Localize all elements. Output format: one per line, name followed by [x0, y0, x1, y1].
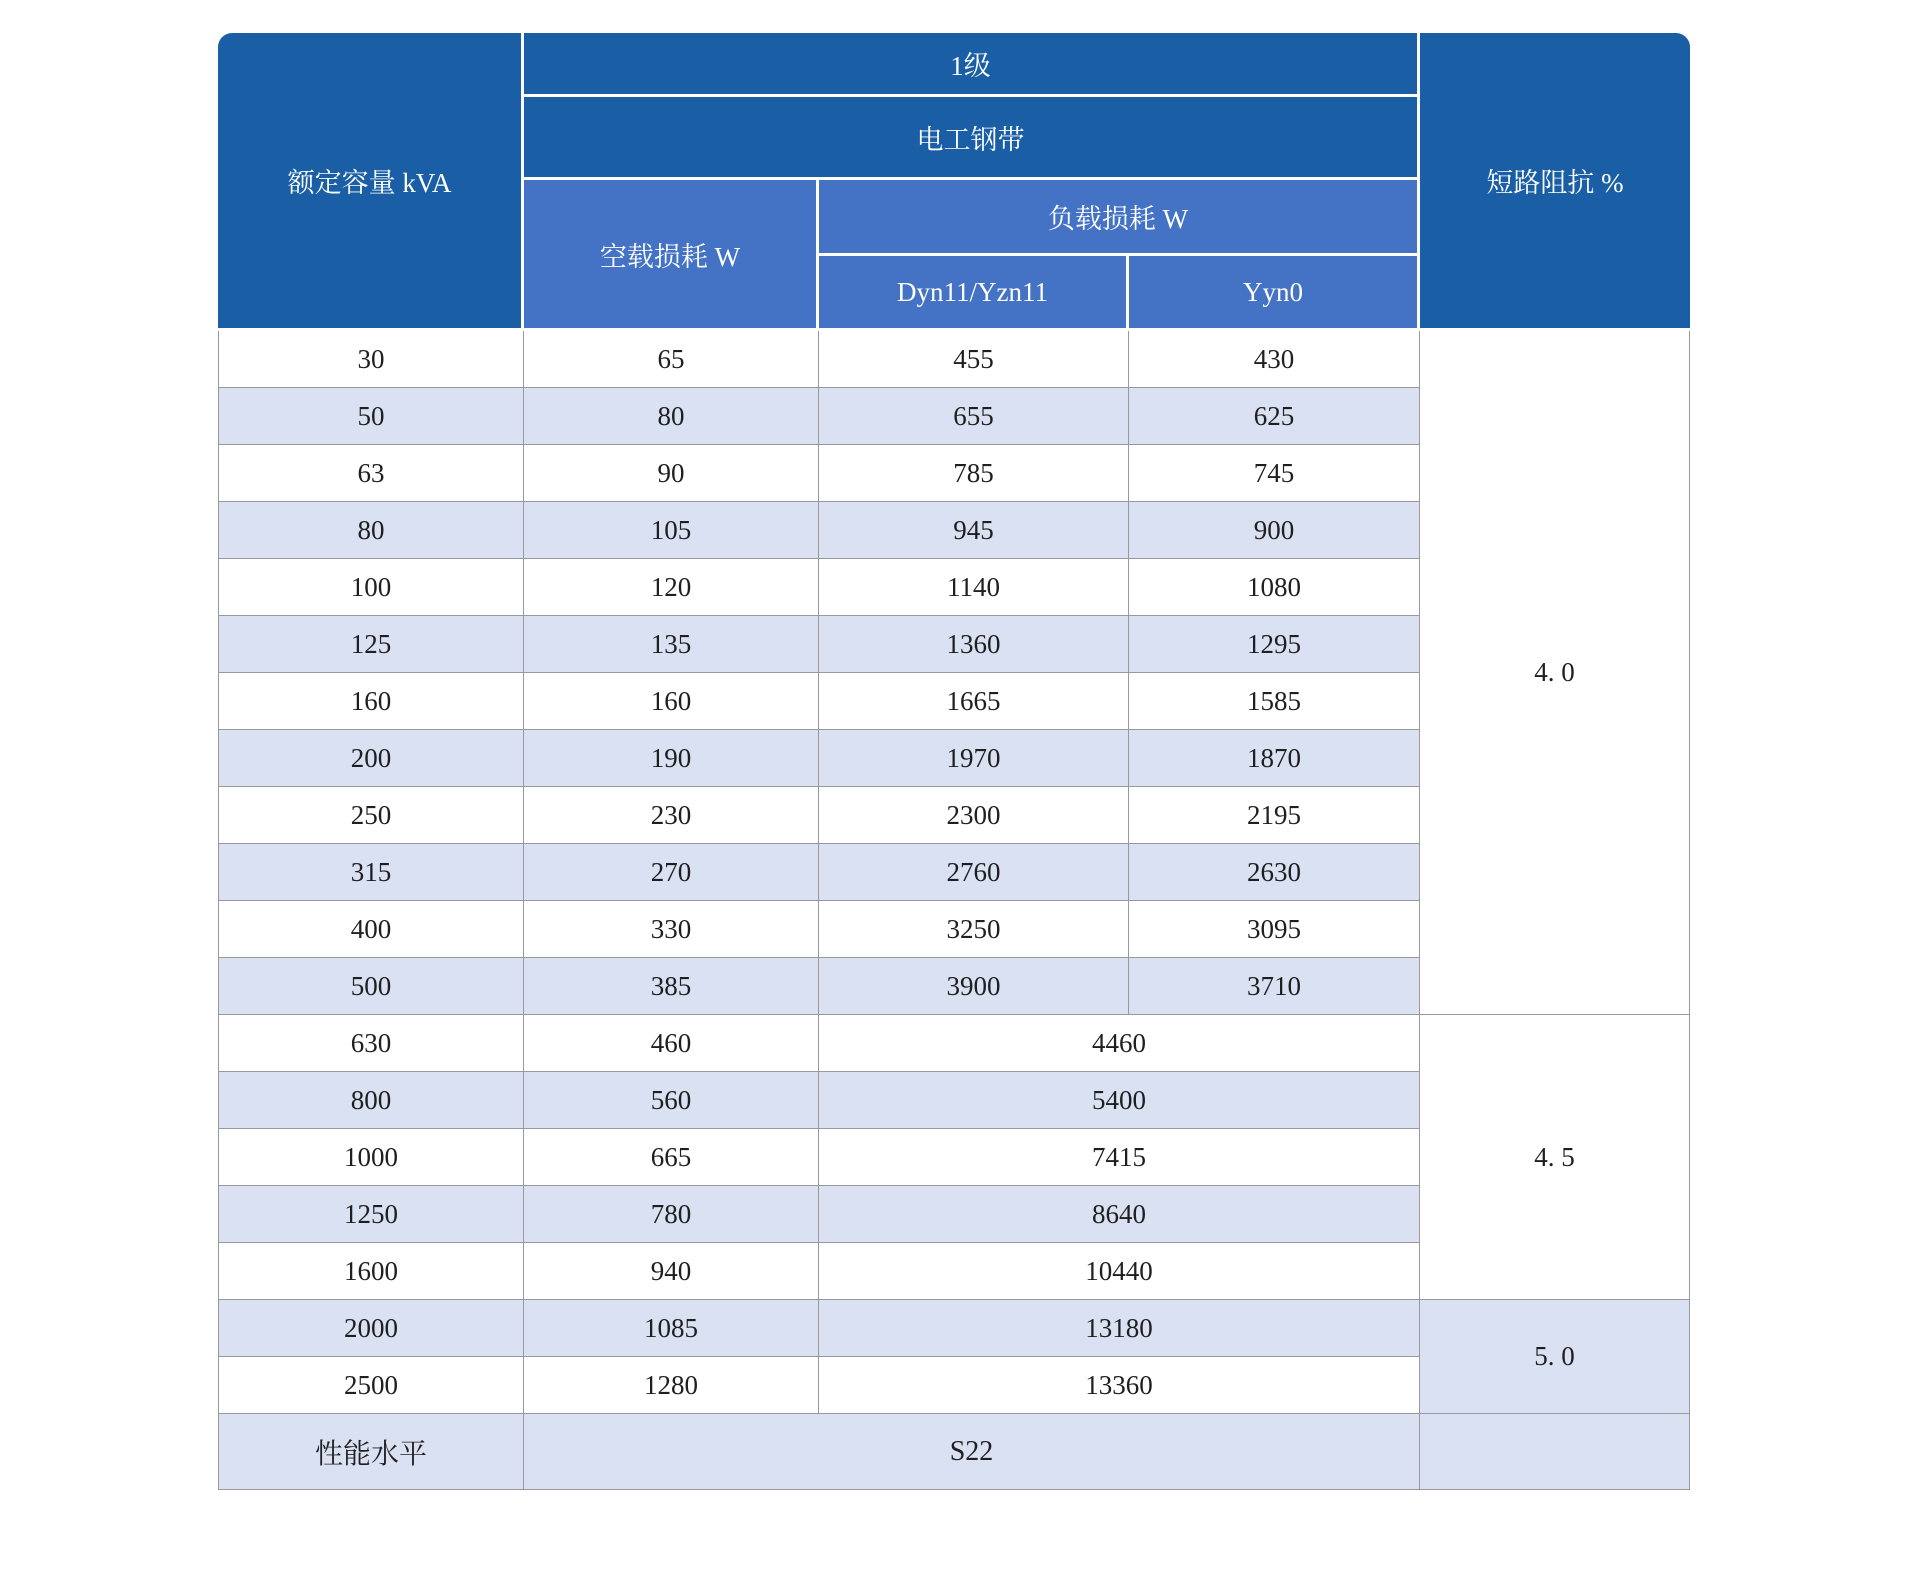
load-loss-dyn11-cell: 2300: [819, 787, 1129, 844]
performance-level-label: 性能水平: [218, 1414, 524, 1490]
load-loss-cell: 4460: [819, 1015, 1420, 1072]
no-load-loss-cell: 665: [524, 1129, 819, 1186]
no-load-loss-cell: 80: [524, 388, 819, 445]
load-loss-dyn11-cell: 3900: [819, 958, 1129, 1015]
no-load-loss-cell: 560: [524, 1072, 819, 1129]
capacity-cell: 630: [218, 1015, 524, 1072]
load-loss-dyn11-cell: 3250: [819, 901, 1129, 958]
capacity-cell: 30: [218, 331, 524, 388]
no-load-loss-cell: 90: [524, 445, 819, 502]
header-rated-capacity: 额定容量 kVA: [218, 33, 524, 331]
capacity-cell: 315: [218, 844, 524, 901]
table-row: [218, 1300, 1690, 1357]
header-no-load-loss: 空载损耗 W: [524, 180, 819, 331]
load-loss-dyn11-cell: 785: [819, 445, 1129, 502]
no-load-loss-cell: 1280: [524, 1357, 819, 1414]
load-loss-cell: 13360: [819, 1357, 1420, 1414]
no-load-loss-cell: 940: [524, 1243, 819, 1300]
capacity-cell: 400: [218, 901, 524, 958]
impedance-cell: 4. 5: [1420, 1015, 1690, 1300]
footer-empty-cell: [1420, 1414, 1690, 1490]
capacity-cell: 80: [218, 502, 524, 559]
load-loss-yyn0-cell: 745: [1129, 445, 1420, 502]
load-loss-cell: 5400: [819, 1072, 1420, 1129]
load-loss-yyn0-cell: 3095: [1129, 901, 1420, 958]
header-row-grade: [218, 33, 1690, 97]
table-body: [218, 331, 1690, 1414]
header-core-material: 电工钢带: [524, 97, 1420, 180]
capacity-cell: 1600: [218, 1243, 524, 1300]
capacity-cell: 800: [218, 1072, 524, 1129]
load-loss-dyn11-cell: 945: [819, 502, 1129, 559]
header-grade: 1级: [524, 33, 1420, 97]
performance-level-value: S22: [524, 1414, 1420, 1490]
no-load-loss-cell: 105: [524, 502, 819, 559]
no-load-loss-cell: 1085: [524, 1300, 819, 1357]
capacity-cell: 125: [218, 616, 524, 673]
capacity-cell: 250: [218, 787, 524, 844]
impedance-cell: 5. 0: [1420, 1300, 1690, 1414]
no-load-loss-cell: 385: [524, 958, 819, 1015]
capacity-cell: 63: [218, 445, 524, 502]
no-load-loss-cell: 230: [524, 787, 819, 844]
no-load-loss-cell: 160: [524, 673, 819, 730]
capacity-cell: 100: [218, 559, 524, 616]
impedance-cell: 4. 0: [1420, 331, 1690, 1015]
load-loss-cell: 10440: [819, 1243, 1420, 1300]
capacity-cell: 1000: [218, 1129, 524, 1186]
load-loss-yyn0-cell: 1870: [1129, 730, 1420, 787]
header-winding-dyn11-yzn11: Dyn11/Yzn11: [819, 256, 1129, 331]
no-load-loss-cell: 460: [524, 1015, 819, 1072]
capacity-cell: 200: [218, 730, 524, 787]
load-loss-yyn0-cell: 2630: [1129, 844, 1420, 901]
header-winding-yyn0: Yyn0: [1129, 256, 1420, 331]
load-loss-dyn11-cell: 655: [819, 388, 1129, 445]
no-load-loss-cell: 65: [524, 331, 819, 388]
load-loss-yyn0-cell: 430: [1129, 331, 1420, 388]
capacity-cell: 500: [218, 958, 524, 1015]
header-short-circuit-impedance: 短路阻抗 %: [1420, 33, 1690, 331]
load-loss-yyn0-cell: 625: [1129, 388, 1420, 445]
no-load-loss-cell: 120: [524, 559, 819, 616]
load-loss-yyn0-cell: 1295: [1129, 616, 1420, 673]
load-loss-yyn0-cell: 2195: [1129, 787, 1420, 844]
capacity-cell: 2000: [218, 1300, 524, 1357]
table-row: [218, 331, 1690, 388]
load-loss-dyn11-cell: 1360: [819, 616, 1129, 673]
load-loss-yyn0-cell: 3710: [1129, 958, 1420, 1015]
capacity-cell: 160: [218, 673, 524, 730]
header-load-loss: 负载损耗 W: [819, 180, 1420, 256]
capacity-cell: 50: [218, 388, 524, 445]
load-loss-cell: 13180: [819, 1300, 1420, 1357]
capacity-cell: 2500: [218, 1357, 524, 1414]
load-loss-dyn11-cell: 1140: [819, 559, 1129, 616]
load-loss-dyn11-cell: 1970: [819, 730, 1129, 787]
load-loss-cell: 7415: [819, 1129, 1420, 1186]
load-loss-dyn11-cell: 2760: [819, 844, 1129, 901]
table-header: [218, 33, 1690, 331]
no-load-loss-cell: 135: [524, 616, 819, 673]
table-row: [218, 1015, 1690, 1072]
load-loss-yyn0-cell: 900: [1129, 502, 1420, 559]
table-footer: [218, 1414, 1690, 1490]
no-load-loss-cell: 190: [524, 730, 819, 787]
no-load-loss-cell: 330: [524, 901, 819, 958]
load-loss-cell: 8640: [819, 1186, 1420, 1243]
transformer-loss-spec-table: [218, 33, 1690, 1490]
capacity-cell: 1250: [218, 1186, 524, 1243]
no-load-loss-cell: 270: [524, 844, 819, 901]
load-loss-yyn0-cell: 1585: [1129, 673, 1420, 730]
load-loss-dyn11-cell: 1665: [819, 673, 1129, 730]
load-loss-dyn11-cell: 455: [819, 331, 1129, 388]
load-loss-yyn0-cell: 1080: [1129, 559, 1420, 616]
no-load-loss-cell: 780: [524, 1186, 819, 1243]
footer-row: [218, 1414, 1690, 1490]
